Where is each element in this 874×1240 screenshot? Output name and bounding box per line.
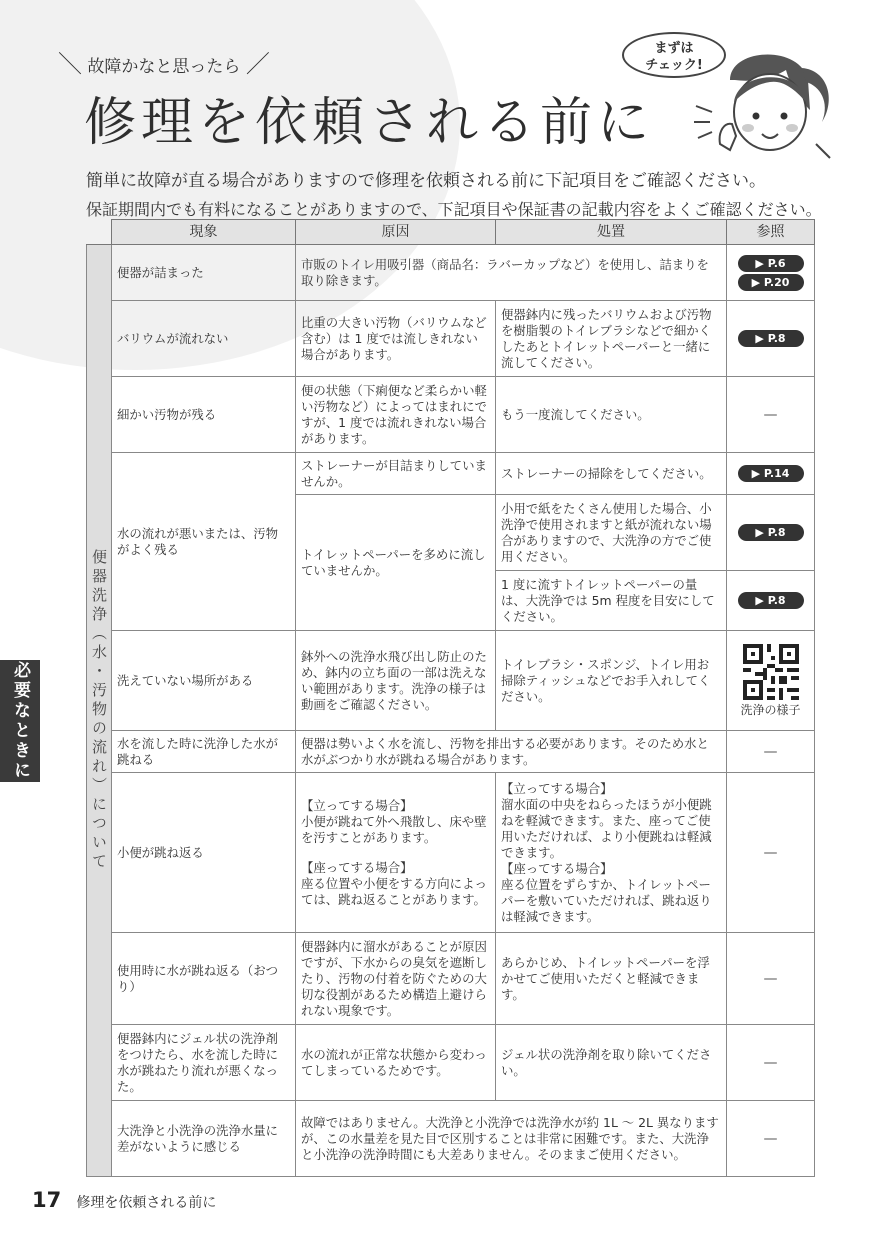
- page-ref-link[interactable]: ▶ P.20: [738, 274, 804, 291]
- cause-remedy-cell: 市販のトイレ用吸引器（商品名：ラバーカップなど）を使用し、詰まりを取り除きます。: [296, 245, 727, 301]
- cause-cell: 便器鉢内に溜水があることが原因ですが、下水からの臭気を遮断したり、汚物の付着を防ぐための大切な役割があるため構造上避けられない現象です。: [296, 933, 496, 1025]
- table-header-row: [87, 220, 815, 245]
- page-ref-link[interactable]: ▶ P.14: [738, 465, 804, 482]
- table-row: [87, 1025, 815, 1101]
- pre-title: [58, 44, 270, 79]
- no-ref-dash: —: [763, 970, 778, 987]
- ref-cell: [727, 495, 815, 571]
- page-title: 修理を依頼される前に: [84, 93, 655, 153]
- cause-remedy-cell: 故障ではありません。大洗浄と小洗浄では洗浄水が約 1L ～ 2L 異なりますが、この水量差を見た目で区別することは非常に困難です。また、大洗浄と小洗浄の洗浄時間にも大差ありません。そのままご使用ください。: [296, 1101, 727, 1177]
- no-ref-dash: —: [763, 1130, 778, 1147]
- intro-text: [86, 166, 826, 226]
- page-ref-link[interactable]: ▶ P.8: [738, 524, 804, 541]
- side-tab: 必要なときに: [0, 660, 40, 782]
- header-cause: 原因: [296, 220, 496, 245]
- cause-text-standing: 小便が跳ねて外へ飛散し、床や壁を汚すことがあります。: [301, 813, 487, 845]
- symptom-cell: 便器鉢内にジェル状の洗浄剤をつけたら、水を流した時に水が跳ねたり流れが悪くなった。: [112, 1025, 296, 1101]
- page-ref-link[interactable]: ▶ P.8: [738, 330, 804, 347]
- table-row: [87, 731, 815, 773]
- remedy-cell: もう一度流してください。: [496, 377, 727, 453]
- remedy-cell: [496, 773, 727, 933]
- no-ref-dash: —: [763, 1054, 778, 1071]
- no-ref-dash: —: [763, 743, 778, 760]
- girl-illustration-icon: [690, 40, 840, 160]
- intro-line-1: 簡単に故障が直る場合がありますので修理を依頼される前に下記項目をご確認ください。: [86, 171, 766, 191]
- symptom-cell: 洗えていない場所がある: [112, 631, 296, 731]
- remedy-text-standing: 溜水面の中央をねらったほうが小便跳ねを軽減できます。また、座ってご使用いただければ、より小便跳ねは軽減できます。: [501, 796, 712, 860]
- ref-cell: [727, 301, 815, 377]
- ref-cell: [727, 1101, 815, 1177]
- page-header: [0, 0, 874, 160]
- cause-cell: 比重の大きい汚物（バリウムなど含む）は 1 度では流しきれない場合があります。: [296, 301, 496, 377]
- page-footer: [32, 1188, 216, 1212]
- symptom-cell: 便器が詰まった: [112, 245, 296, 301]
- ref-cell: [727, 933, 815, 1025]
- ref-cell: [727, 773, 815, 933]
- remedy-cell: 1 度に流すトイレットペーパーの量は、大洗浄では 5m 程度を目安にしてください。: [496, 571, 727, 631]
- slash-left-icon: ＼: [58, 50, 82, 78]
- table-row: [87, 453, 815, 495]
- remedy-cell: トイレブラシ・スポンジ、トイレ用お掃除ティッシュなどでお手入れしてください。: [496, 631, 727, 731]
- page-ref-link[interactable]: ▶ P.6: [738, 255, 804, 272]
- ref-cell: [727, 1025, 815, 1101]
- cause-cell: トイレットペーパーを多めに流していませんか。: [296, 495, 496, 631]
- troubleshooting-table: [86, 219, 815, 1177]
- cause-cell: 便の状態（下痢便など柔らかい軽い汚物など）によってはまれにですが、1 度では流れきれない場合があります。: [296, 377, 496, 453]
- remedy-cell: ジェル状の洗浄剤を取り除いてください。: [496, 1025, 727, 1101]
- remedy-cell: 便器鉢内に残ったバリウムおよび汚物を樹脂製のトイレブラシなどで細かくしたあとトイレットペーパーと一緒に流してください。: [496, 301, 727, 377]
- ref-cell: [727, 377, 815, 453]
- speech-line-1: まずは: [654, 41, 694, 56]
- no-ref-dash: —: [763, 406, 778, 423]
- header-remedy: 処置: [496, 220, 727, 245]
- ref-cell: [727, 571, 815, 631]
- remedy-cell: あらかじめ、トイレットペーパーを浮かせてご使用いただくと軽減できます。: [496, 933, 727, 1025]
- pre-title-text: 故障かなと思ったら: [87, 57, 241, 77]
- ref-cell: [727, 631, 815, 731]
- category-label: 便器洗浄（水・汚物の流れ）について: [87, 245, 112, 1177]
- table-row: [87, 245, 815, 301]
- remedy-heading-sitting: 【座ってする場合】: [501, 860, 613, 876]
- symptom-cell: 水の流れが悪いまたは、汚物がよく残る: [112, 453, 296, 631]
- header-blank: [87, 220, 112, 245]
- qr-code-icon[interactable]: [743, 644, 799, 700]
- ref-cell: [727, 731, 815, 773]
- no-ref-dash: —: [763, 844, 778, 861]
- symptom-cell: 使用時に水が跳ね返る（おつり）: [112, 933, 296, 1025]
- remedy-cell: 小用で紙をたくさん使用した場合、小洗浄で使用されますと紙が流れない場合がありますので、大洗浄の方でご使用ください。: [496, 495, 727, 571]
- cause-text-sitting: 座る位置や小便をする方向によっては、跳ね返ることがあります。: [301, 875, 487, 907]
- qr-caption: 洗浄の様子: [740, 702, 801, 717]
- page-number: 17: [32, 1188, 62, 1212]
- symptom-cell: 大洗浄と小洗浄の洗浄水量に差がないように感じる: [112, 1101, 296, 1177]
- cause-remedy-cell: 便器は勢いよく水を流し、汚物を排出する必要があります。そのため水と水がぶつかり水が跳ねる場合があります。: [296, 731, 727, 773]
- footer-title: 修理を依頼される前に: [76, 1195, 217, 1211]
- symptom-cell: バリウムが流れない: [112, 301, 296, 377]
- header-ref: 参照: [727, 220, 815, 245]
- symptom-cell: 水を流した時に洗浄した水が跳ねる: [112, 731, 296, 773]
- table-row: [87, 301, 815, 377]
- slash-right-icon: ／: [245, 50, 270, 78]
- page-ref-link[interactable]: ▶ P.8: [738, 592, 804, 609]
- intro-line-2: 保証期間内でも有料になることがありますので、下記項目や保証書の記載内容をよくご確認ください。: [86, 200, 822, 219]
- table-row: [87, 933, 815, 1025]
- symptom-cell: 細かい汚物が残る: [112, 377, 296, 453]
- ref-cell: [727, 245, 815, 301]
- cause-cell: [296, 773, 496, 933]
- table-row: [87, 773, 815, 933]
- table-row: [87, 1101, 815, 1177]
- remedy-cell: ストレーナーの掃除をしてください。: [496, 453, 727, 495]
- table-row: [87, 631, 815, 731]
- cause-cell: ストレーナーが目詰まりしていませんか。: [296, 453, 496, 495]
- header-symptom: 現象: [112, 220, 296, 245]
- table-row: [87, 377, 815, 453]
- remedy-text-sitting: 座る位置をずらすか、トイレットペーパーを敷いていただければ、跳ね返りは軽減できます。: [501, 876, 712, 924]
- cause-cell: 鉢外への洗浄水飛び出し防止のため、鉢内の立ち面の一部は洗えない範囲があります。洗浄の様子は動画をご確認ください。: [296, 631, 496, 731]
- ref-cell: [727, 453, 815, 495]
- cause-cell: 水の流れが正常な状態から変わってしまっているためです。: [296, 1025, 496, 1101]
- speech-line-2: チェック!: [645, 58, 703, 73]
- cause-heading-sitting: 【座ってする場合】: [301, 859, 413, 875]
- remedy-heading-standing: 【立ってする場合】: [501, 780, 613, 796]
- cause-heading-standing: 【立ってする場合】: [301, 797, 413, 813]
- symptom-cell: 小便が跳ね返る: [112, 773, 296, 933]
